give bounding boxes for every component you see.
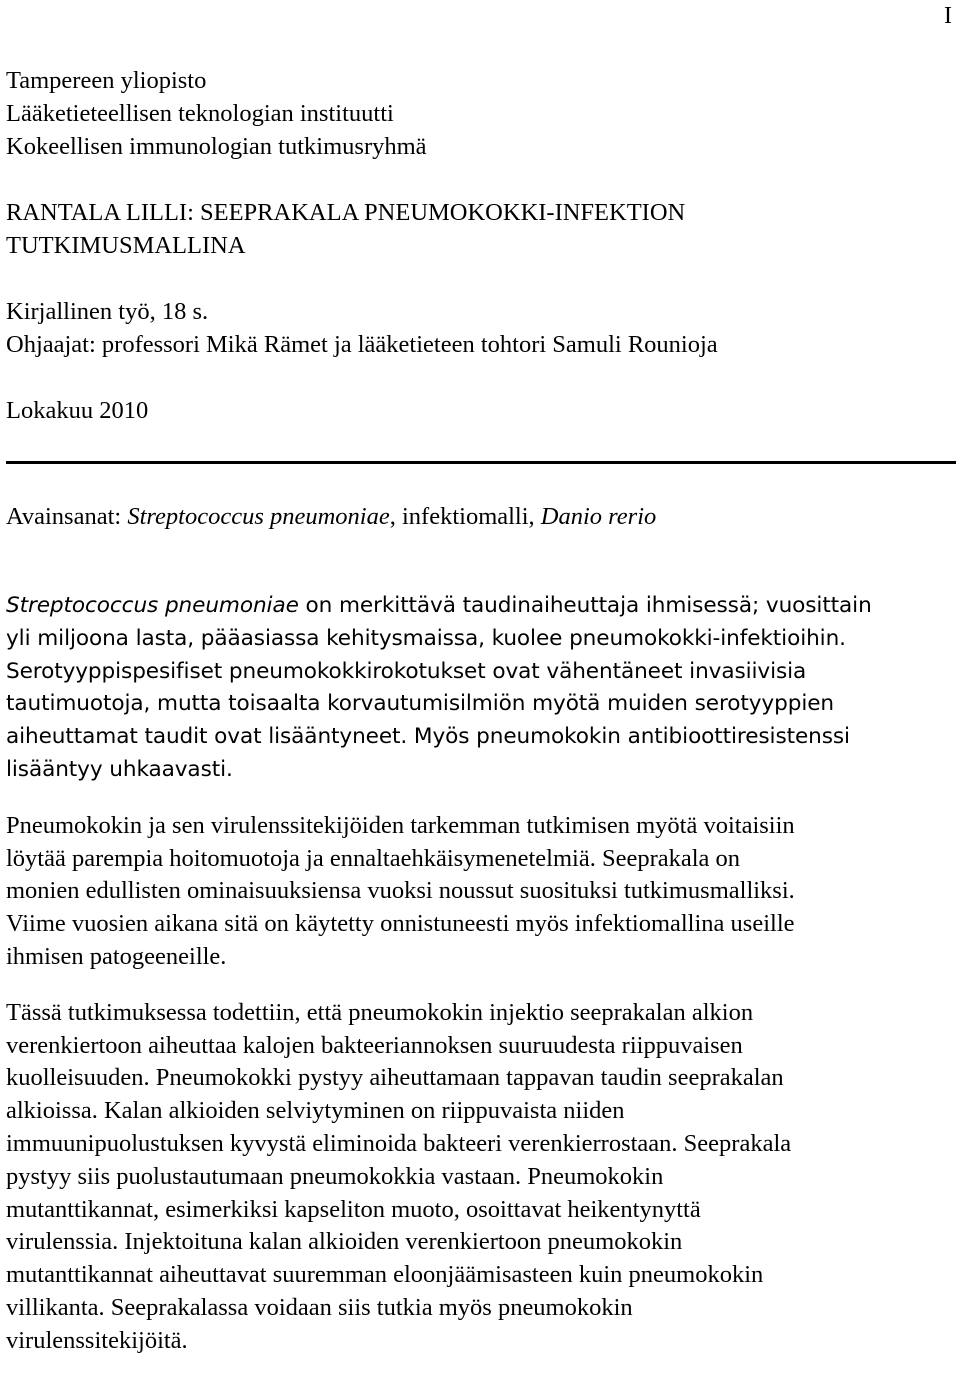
keyword-separator: , infektiomalli, bbox=[389, 503, 541, 530]
abstract-line: lisääntyy uhkaavasti. bbox=[6, 756, 233, 782]
abstract-line: immuunipuolustuksen kyvystä eliminoida bakteeri verenkierrostaan. Seeprakala bbox=[6, 1129, 792, 1157]
abstract-line: Serotyyppispesifiset pneumokokkirokotukset ovat vähentäneet invasiivisia bbox=[6, 658, 807, 684]
abstract-line: virulenssia. Injektoituna kalan alkioiden verenkiertoon pneumokokin bbox=[6, 1228, 683, 1256]
abstract-line: pystyy siis puolustautumaan pneumokokkia vastaan. Pneumokokin bbox=[6, 1162, 664, 1190]
abstract-line: verenkiertoon aiheuttaa kalojen bakteeriannoksen suuruudesta riippuvaisen bbox=[6, 1031, 743, 1059]
abstract-line: mutanttikannat, esimerkiksi kapseliton muoto, osoittavat heikentynyttä bbox=[6, 1195, 701, 1223]
abstract-line: Viime vuosien aikana sitä on käytetty onnistuneesti myös infektiomallina useille bbox=[6, 910, 795, 938]
research-group-name: Kokeellisen immunologian tutkimusryhmä bbox=[6, 133, 427, 160]
document-date: Lokakuu 2010 bbox=[6, 397, 149, 424]
abstract-text: on merkittävä taudinaiheuttaja ihmisessä; vuosittain bbox=[298, 593, 872, 618]
abstract-line: yli miljoona lasta, pääasiassa kehitysmaissa, kuolee pneumokokki-infektioihin. bbox=[6, 625, 846, 651]
abstract-paragraph-2 bbox=[6, 810, 951, 974]
spacer bbox=[6, 163, 951, 196]
university-name: Tampereen yliopisto bbox=[6, 67, 207, 94]
abstract-paragraph-3 bbox=[6, 997, 951, 1358]
thesis-title-line-2: TUTKIMUSMALLINA bbox=[6, 232, 246, 259]
abstract-line bbox=[6, 590, 951, 623]
abstract-line: mutanttikannat aiheuttavat suuremman eloonjäämisasteen kuin pneumokokin bbox=[6, 1261, 764, 1289]
spacer bbox=[6, 262, 951, 295]
species-name: Streptococcus pneumoniae bbox=[6, 593, 299, 618]
abstract-line: Tässä tutkimuksessa todettiin, että pneumokokin injektio seeprakalan alkion bbox=[6, 998, 754, 1026]
keyword-danio-rerio: Danio rerio bbox=[540, 503, 657, 530]
abstract-line: alkioissa. Kalan alkioiden selviytyminen on riippuvaista niiden bbox=[6, 1097, 625, 1125]
abstract-paragraph-1 bbox=[6, 590, 951, 787]
spacer bbox=[6, 361, 951, 394]
institute-name: Lääketieteellisen teknologian instituutti bbox=[6, 100, 394, 127]
abstract bbox=[6, 590, 951, 1381]
abstract-line: tautimuotoja, mutta toisaalta korvautumisilmiön myötä muiden serotyyppien bbox=[6, 691, 834, 717]
abstract-line: virulenssitekijöitä. bbox=[6, 1326, 188, 1354]
abstract-line: aiheuttamat taudit ovat lisääntyneet. Myös pneumokokin antibioottiresistenssi bbox=[6, 724, 850, 750]
supervisors: Ohjaajat: professori Mikä Rämet ja lääketieteen tohtori Samuli Rounioja bbox=[6, 331, 718, 358]
keywords-label: Avainsanat: bbox=[6, 503, 128, 530]
abstract-line: ihmisen patogeeneille. bbox=[6, 942, 227, 970]
abstract-line: Pneumokokin ja sen virulenssitekijöiden tarkemman tutkimisen myötä voitaisiin bbox=[6, 811, 795, 839]
thesis-title-line-1: RANTALA LILLI: SEEPRAKALA PNEUMOKOKKI-INFEKTION bbox=[6, 199, 686, 226]
abstract-line: löytää parempia hoitomuotoja ja ennaltaehkäisymenetelmiä. Seeprakala on bbox=[6, 844, 741, 872]
abstract-line: monien edullisten ominaisuuksiensa vuoksi noussut suosituksi tutkimusmalliksi. bbox=[6, 877, 795, 905]
keyword-streptococcus: Streptococcus pneumoniae bbox=[127, 503, 390, 530]
work-type: Kirjallinen työ, 18 s. bbox=[6, 298, 209, 325]
abstract-line: kuolleisuuden. Pneumokokki pystyy aiheuttamaan tappavan taudin seeprakalan bbox=[6, 1064, 784, 1092]
keywords-line bbox=[6, 500, 951, 533]
abstract-line: villikanta. Seeprakalassa voidaan siis tutkia myös pneumokokin bbox=[6, 1293, 633, 1321]
document-header bbox=[6, 64, 951, 427]
page-number: I bbox=[944, 3, 952, 29]
horizontal-rule bbox=[6, 461, 956, 464]
